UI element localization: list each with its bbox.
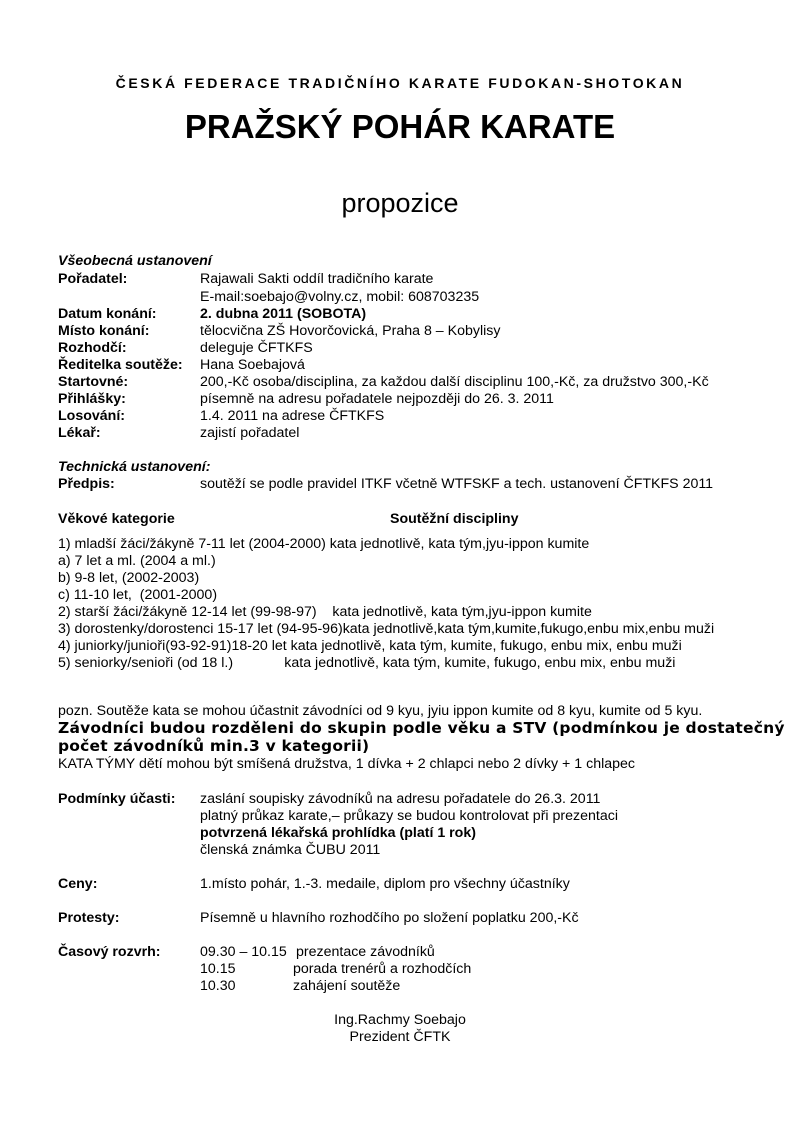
note-text: pozn. Soutěže kata se mohou účastnit závodníci od 9 kyu, jyiu ippon kumite od 8 kyu, kumite od 5 kyu. — [58, 703, 703, 719]
prizes-label: Ceny: — [58, 876, 98, 892]
category-line: 5) seniorky/senioři (od 18 l.) kata jednotlivě, kata tým, kumite, fukugo, enbu mix, enbu muži — [58, 655, 676, 671]
general-value: zajistí pořadatel — [200, 425, 300, 441]
general-label: Datum konání: — [58, 306, 157, 322]
schedule-label: Časový rozvrh: — [58, 944, 161, 960]
groups-notice: počet závodníků min.3 v kategorii) — [58, 737, 370, 755]
technical-value: soutěží se podle pravidel ITKF včetně WTFSKF a tech. ustanovení ČFTKFS 2011 — [200, 476, 714, 492]
schedule-text: zahájení soutěže — [293, 978, 401, 994]
category-line: c) 11-10 let, (2001-2000) — [58, 587, 218, 603]
condition-item: zaslání soupisky závodníků na adresu pořadatele do 26.3. 2011 — [200, 791, 601, 807]
schedule-time: 09.30 – 10.15 — [200, 944, 287, 960]
age-categories-heading: Věkové kategorie — [58, 511, 175, 527]
conditions-label: Podmínky účasti: — [58, 791, 176, 807]
category-line: b) 9-8 let, (2002-2003) — [58, 570, 200, 586]
category-line: a) 7 let a ml. (2004 a ml.) — [58, 553, 216, 569]
general-label: Losování: — [58, 408, 126, 424]
schedule-text: porada trenérů a rozhodčích — [293, 961, 472, 977]
schedule-text: prezentace závodníků — [296, 944, 435, 960]
general-value: Hana Soebajová — [200, 357, 305, 373]
general-value: E-mail:soebajo@volny.cz, mobil: 608703235 — [200, 289, 480, 305]
teams-note: KATA TÝMY dětí mohou být smíšená družstva, 1 dívka + 2 chlapci nebo 2 dívky + 1 chlapec — [58, 756, 636, 772]
general-label: Rozhodčí: — [58, 340, 127, 356]
general-label: Lékař: — [58, 425, 101, 441]
signature-name: Ing.Rachmy Soebajo — [334, 1012, 466, 1028]
document-subtitle: propozice — [341, 188, 459, 218]
category-line: 2) starší žáci/žákyně 12-14 let (99-98-97) kata jednotlivě, kata tým,jyu-ippon kumite — [58, 604, 592, 620]
condition-item: potvrzená lékařská prohlídka (platí 1 rok) — [200, 825, 476, 841]
protests-value: Písemně u hlavního rozhodčího po složení poplatku 200,-Kč — [200, 910, 579, 926]
condition-item: členská známka ČUBU 2011 — [200, 842, 381, 858]
general-heading: Všeobecná ustanovení — [58, 253, 212, 269]
technical-label: Předpis: — [58, 476, 115, 492]
category-line: 4) juniorky/junioři(93-92-91)18-20 let kata jednotlivě, kata tým, kumite, fukugo, enbu mix, enbu muži — [58, 638, 682, 654]
schedule-time: 10.30 — [200, 978, 236, 994]
general-value: 2. dubna 2011 (SOBOTA) — [200, 306, 367, 322]
general-label: Ředitelka soutěže: — [58, 357, 183, 373]
general-label: Pořadatel: — [58, 271, 128, 287]
general-value: deleguje ČFTKFS — [200, 340, 313, 356]
condition-item: platný průkaz karate,– průkazy se budou kontrolovat při prezentaci — [200, 808, 618, 824]
general-value: 1.4. 2011 na adrese ČFTKFS — [200, 408, 385, 424]
organization-name: ČESKÁ FEDERACE TRADIČNÍHO KARATE FUDOKAN-SHOTOKAN — [115, 75, 685, 91]
signature-role: Prezident ČFTK — [349, 1029, 451, 1045]
groups-notice: Závodníci budou rozděleni do skupin podle věku a STV (podmínkou je dostatečný — [58, 719, 785, 737]
general-value: 200,-Kč osoba/disciplina, za každou další disciplinu 100,-Kč, za družstvo 300,-Kč — [200, 374, 709, 390]
document-title: PRAŽSKÝ POHÁR KARATE — [184, 108, 616, 145]
general-value: Rajawali Sakti oddíl tradičního karate — [200, 271, 434, 287]
general-label: Přihlášky: — [58, 391, 126, 407]
category-line: 1) mladší žáci/žákyně 7-11 let (2004-2000) kata jednotlivě, kata tým,jyu-ippon kumite — [58, 536, 590, 552]
disciplines-heading: Soutěžní discipliny — [390, 511, 519, 527]
schedule-time: 10.15 — [200, 961, 236, 977]
category-line: 3) dorostenky/dorostenci 15-17 let (94-95-96)kata jednotlivě,kata tým,kumite,fukugo,enbu mix,enbu muži — [58, 621, 715, 637]
prizes-value: 1.místo pohár, 1.-3. medaile, diplom pro všechny účastníky — [200, 876, 570, 892]
general-label: Startovné: — [58, 374, 129, 390]
general-value: písemně na adresu pořadatele nejpozději do 26. 3. 2011 — [200, 391, 554, 407]
general-value: tělocvična ZŠ Hovorčovická, Praha 8 – Kobylisy — [200, 323, 501, 339]
general-label: Místo konání: — [58, 323, 150, 339]
protests-label: Protesty: — [58, 910, 120, 926]
technical-heading: Technická ustanovení: — [58, 459, 211, 475]
